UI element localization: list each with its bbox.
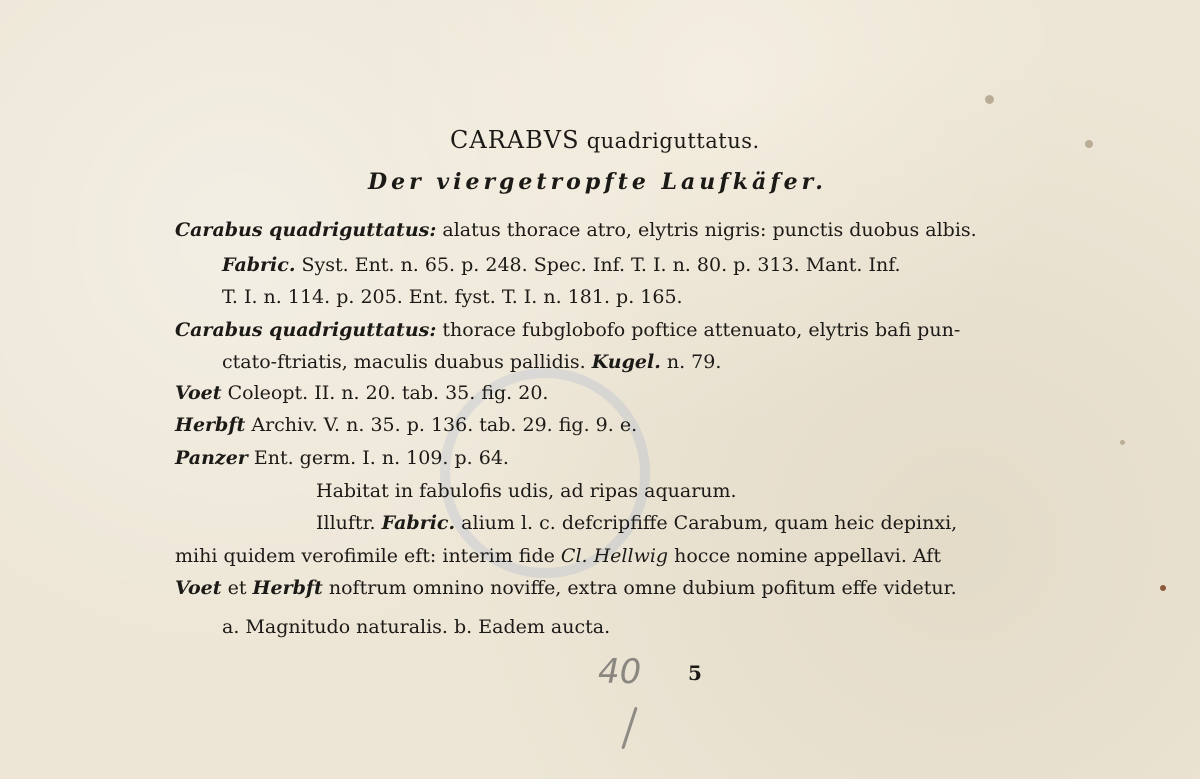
paper-speck <box>1085 140 1093 148</box>
description-text: ctato-ftriatis, maculis duabus pallidis. <box>222 351 586 373</box>
species-name: quadriguttatus. <box>586 129 760 153</box>
synonym-line-3: T. I. n. 114. p. 205. Ent. fyst. T. I. n. 181. p. 165. <box>222 286 683 308</box>
page-title <box>450 128 760 153</box>
text-span: et <box>227 577 247 599</box>
author-name: Herbft <box>175 414 246 436</box>
synonym-line-2 <box>222 253 901 277</box>
reference-text: Archiv. V. n. 35. p. 136. tab. 29. fig. 9. e. <box>251 414 638 436</box>
genus-name: CARABVS <box>450 126 580 154</box>
page-number: 5 <box>688 661 702 685</box>
paper-speck <box>1160 585 1166 591</box>
paragraph-line-2 <box>175 544 941 568</box>
taxon-name: Carabus quadriguttatus: <box>175 219 437 241</box>
synonym-line-8 <box>175 446 509 470</box>
figure-caption: a. Magnitudo naturalis. b. Eadem aucta. <box>222 616 611 638</box>
description-text: thorace fubglobofo poftice attenuato, elytris bafi pun- <box>442 319 961 341</box>
synonym-line-6 <box>175 381 548 405</box>
author-name: Voet <box>175 577 222 599</box>
author-name: Fabric. <box>381 512 456 534</box>
paper-speck <box>985 95 994 104</box>
synonym-line-7 <box>175 413 637 437</box>
synonym-line-5 <box>222 350 721 374</box>
text-span: Illuftr. <box>316 512 376 534</box>
description-text: alatus thorace atro, elytris nigris: punctis duobus albis. <box>442 219 977 241</box>
habitat-line: Habitat in fabulofis udis, ad ripas aquarum. <box>316 480 737 502</box>
synonym-line-4 <box>175 318 960 342</box>
pencil-annotation: 40 <box>598 652 642 692</box>
text-span: hocce nomine appellavi. Aft <box>674 545 941 567</box>
author-name: Herbft <box>252 577 323 599</box>
text-span: alium l. c. defcripfiffe Carabum, quam heic depinxi, <box>461 512 958 534</box>
paragraph-line-1 <box>316 511 957 535</box>
taxon-name: Carabus quadriguttatus: <box>175 319 437 341</box>
german-title: Der viergetropfte Laufkäfer. <box>368 169 827 195</box>
paragraph-line-3 <box>175 576 957 600</box>
text-span: mihi quidem verofimile eft: interim fide <box>175 545 555 567</box>
reference-text: Syst. Ent. n. 65. p. 248. Spec. Inf. T. I. n. 80. p. 313. Mant. Inf. <box>301 254 901 276</box>
reference-text: n. 79. <box>666 351 722 373</box>
author-name: Cl. Hellwig <box>560 545 669 567</box>
pencil-stroke <box>621 707 637 750</box>
author-name: Kugel. <box>591 351 661 373</box>
author-name: Fabric. <box>222 254 296 276</box>
reference-text: Ent. germ. I. n. 109. p. 64. <box>253 447 509 469</box>
synonym-line-1 <box>175 218 977 242</box>
author-name: Panzer <box>175 447 248 469</box>
reference-text: Coleopt. II. n. 20. tab. 35. fig. 20. <box>227 382 549 404</box>
text-span: noftrum omnino noviffe, extra omne dubium pofitum effe videtur. <box>328 577 957 599</box>
paper-speck <box>1120 440 1125 445</box>
author-name: Voet <box>175 382 222 404</box>
